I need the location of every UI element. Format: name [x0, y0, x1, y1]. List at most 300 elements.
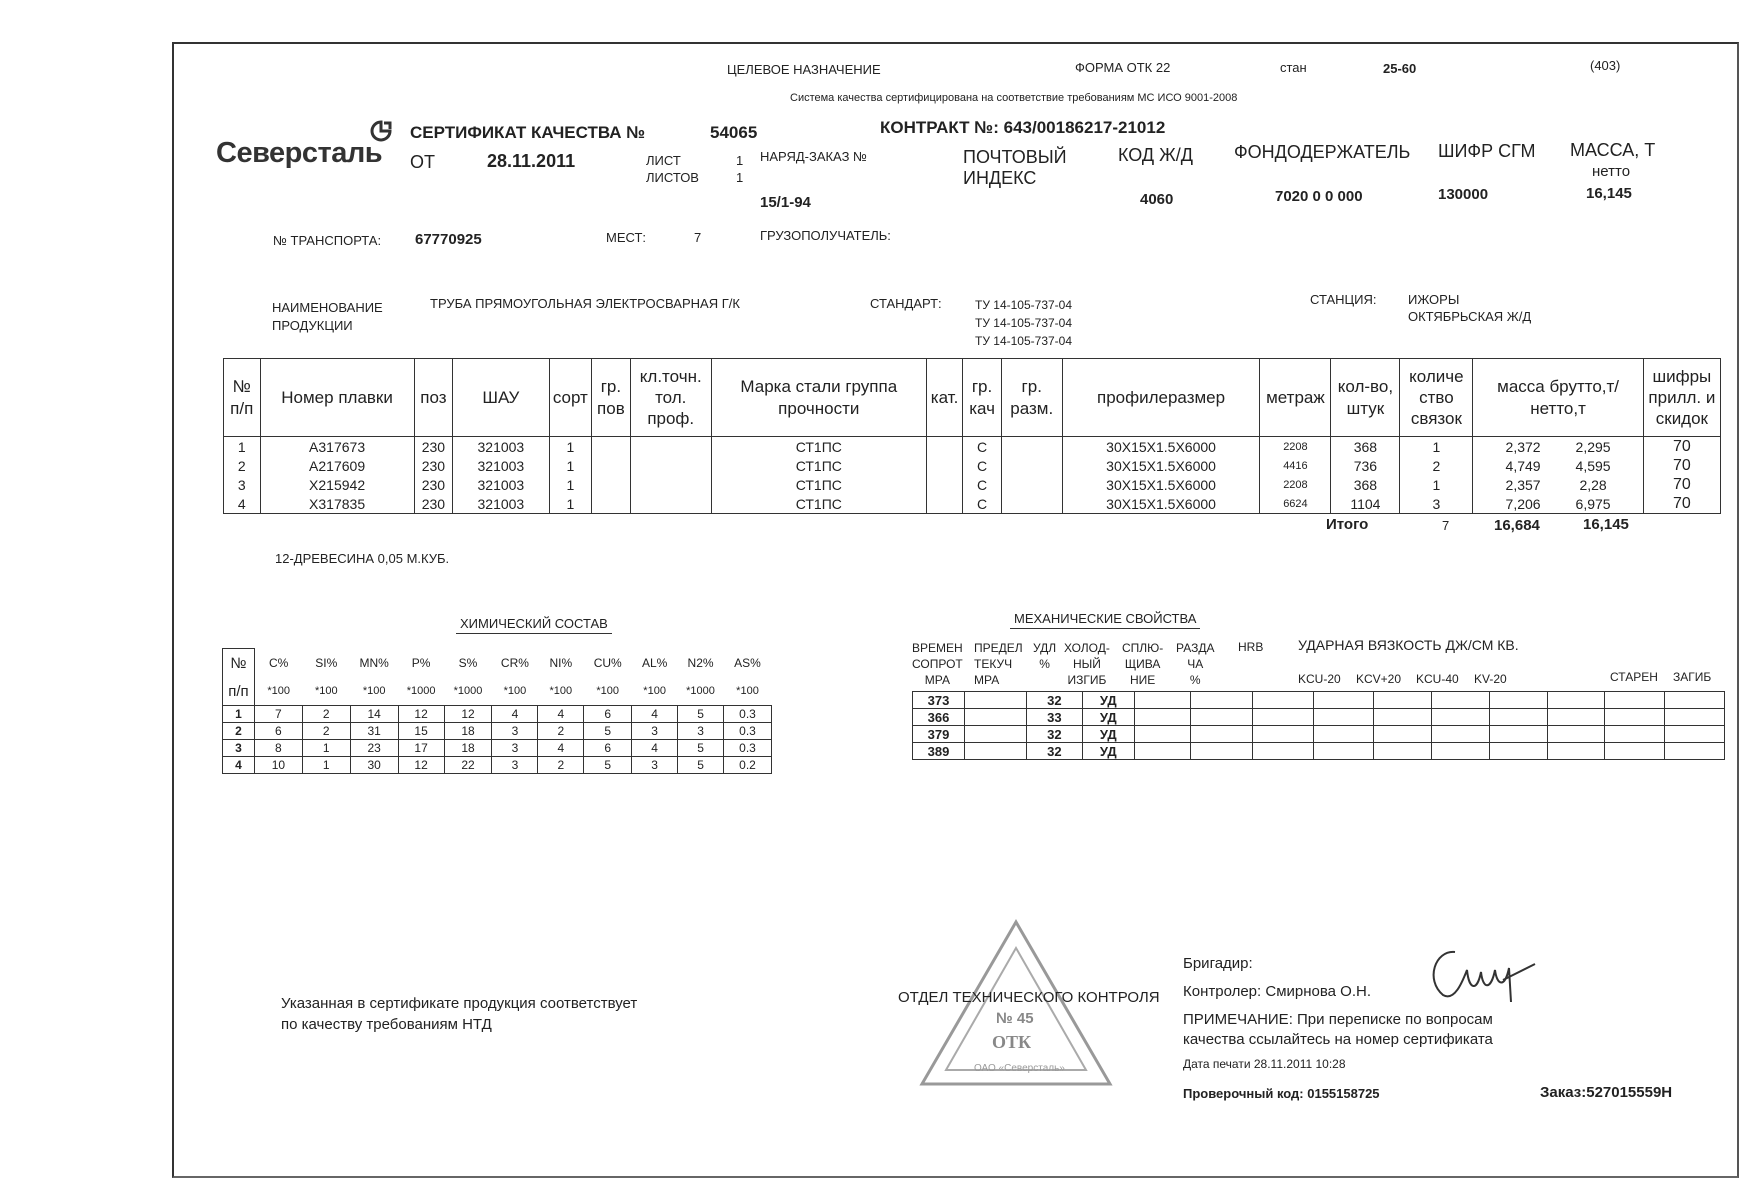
cell-pos: 230	[414, 437, 453, 457]
cert-number: 54065	[710, 123, 758, 142]
chem-cell: 12	[398, 706, 444, 723]
chem-cell: 5	[584, 757, 632, 774]
table-row	[224, 475, 1721, 494]
mech-col-line: ЧА	[1187, 657, 1204, 671]
mech-cell	[1605, 726, 1665, 743]
cell-code: 70	[1643, 437, 1720, 457]
chem-cell: 6	[584, 740, 632, 757]
wood-note: 12-ДРЕВЕСИНА 0,05 М.КУБ.	[275, 551, 450, 566]
chem-cell: 2	[538, 757, 584, 774]
standard-item: ТУ 14-105-737-04	[975, 334, 1073, 348]
cell-bundles: 2	[1400, 456, 1473, 475]
col-bundles: количе ство связок	[1400, 359, 1473, 437]
chem-cell: 5	[584, 723, 632, 740]
stamp-number: № 45	[996, 1010, 1034, 1027]
cell-gross: 2,357	[1505, 476, 1541, 493]
mech-cell	[1190, 709, 1252, 726]
cell-category	[926, 437, 963, 457]
cell-shau: 321003	[453, 494, 549, 514]
note-line-1: ПРИМЕЧАНИЕ: При переписке по вопросам	[1183, 1011, 1493, 1028]
mech-col-line: %	[1189, 673, 1201, 687]
mech-cell	[1134, 692, 1190, 709]
mech-cell	[1252, 709, 1314, 726]
chem-cell: 2	[302, 723, 350, 740]
col-no: № п/п	[224, 359, 261, 437]
holder-value: 7020 0 0 000	[1275, 188, 1363, 205]
cell-category	[926, 475, 963, 494]
mech-ts: 366	[913, 709, 965, 726]
impact-title: УДАРНАЯ ВЯЗКОСТЬ ДЖ/СМ КВ.	[1298, 637, 1519, 653]
cell-length: 2208	[1260, 475, 1331, 494]
chem-el: CR%	[500, 655, 529, 670]
chem-mult: *100	[503, 685, 527, 697]
mech-ts: 389	[913, 743, 965, 760]
mech-col-line: РАЗДА	[1176, 641, 1215, 655]
mech-col-line: НИЕ	[1130, 673, 1156, 687]
chem-mult: *100	[736, 685, 759, 697]
mech-col-line: ИЗГИБ	[1067, 673, 1107, 687]
mech-col-line: ЩИВА	[1124, 657, 1161, 671]
mech-col-line: ВРЕМЕН	[912, 641, 963, 655]
cell-size-group	[1001, 437, 1062, 457]
mech-cell	[1548, 692, 1605, 709]
mech-row	[913, 743, 1725, 760]
total-net: 16,145	[1583, 516, 1629, 533]
col-codes: шифры прилл. и скидок	[1643, 359, 1720, 437]
cell-mass	[1473, 494, 1643, 514]
mech-cell	[1314, 709, 1374, 726]
mech-col-line: %	[1039, 657, 1050, 671]
form-code: (403)	[1590, 58, 1621, 73]
product-label-2: ПРОДУКЦИИ	[272, 318, 353, 333]
mech-row	[913, 709, 1725, 726]
cell-grade: СТ1ПС	[711, 456, 926, 475]
cell-surface	[592, 437, 631, 457]
table-row	[224, 437, 1721, 457]
cell-grade: СТ1ПС	[711, 437, 926, 457]
product-label-1: НАИМЕНОВАНИЕ	[272, 300, 383, 315]
mech-col-line: СОПРОТ	[912, 657, 963, 671]
cell-precision	[630, 475, 711, 494]
cell-pos: 230	[414, 456, 453, 475]
impact-col: KV-20	[1474, 672, 1507, 686]
chem-el: AS%	[734, 655, 761, 670]
cell-shau: 321003	[453, 456, 549, 475]
mech-cell	[1664, 709, 1724, 726]
chem-cell: 17	[398, 740, 444, 757]
mech-cell	[1548, 743, 1605, 760]
total-gross: 16,684	[1494, 517, 1540, 534]
mech-col-line: НЫЙ	[1072, 657, 1101, 671]
iso-note: Система качества сертифицирована на соответствие требованиям МС ИСО 9001-2008	[790, 92, 1238, 104]
chem-el: N2%	[687, 655, 714, 670]
chem-el: NI%	[549, 655, 573, 670]
cell-precision	[630, 456, 711, 475]
col-heat: Номер плавки	[260, 359, 414, 437]
stamp-org: ОАО «Северсталь»	[974, 1063, 1065, 1074]
chem-table	[222, 648, 772, 774]
mech-cell	[1314, 692, 1374, 709]
chem-cell: 22	[444, 757, 492, 774]
chem-cell: 0.2	[724, 757, 772, 774]
stamp-otk: ОТК	[992, 1032, 1032, 1052]
mech-el: 33	[1026, 709, 1082, 726]
chem-cell: 4	[538, 740, 584, 757]
mech-hrb: HRB	[1238, 640, 1264, 654]
mech-col-expansion	[1176, 640, 1214, 688]
col-quality: гр. кач	[963, 359, 1002, 437]
mech-cell	[1490, 692, 1548, 709]
places-value: 7	[694, 230, 702, 245]
chem-cell: 5	[678, 706, 724, 723]
mech-cell	[964, 692, 1026, 709]
chem-cell: 5	[678, 740, 724, 757]
chem-title-text: ХИМИЧЕСКИЙ СОСТАВ	[456, 616, 612, 634]
mech-cell	[1190, 743, 1252, 760]
cell-code: 70	[1643, 475, 1720, 494]
chem-mult: *100	[549, 685, 573, 697]
postal-label-2: ИНДЕКС	[963, 168, 1037, 188]
mech-cell	[1252, 726, 1314, 743]
cell-profile: 30Х15Х1.5Х6000	[1062, 494, 1260, 514]
mech-cell	[1374, 709, 1432, 726]
mill-value: 25-60	[1383, 61, 1417, 76]
mech-bend: УД	[1082, 743, 1134, 760]
cell-length: 2208	[1260, 437, 1331, 457]
cell-grade: СТ1ПС	[711, 475, 926, 494]
cell-qty: 368	[1331, 475, 1400, 494]
mass-value: 16,145	[1586, 185, 1632, 202]
impact-col: KCV+20	[1356, 672, 1402, 686]
otk-department: ОТДЕЛ ТЕХНИЧЕСКОГО КОНТРОЛЯ	[898, 989, 1160, 1006]
mech-bend: УД	[1082, 726, 1134, 743]
chem-cell: 2	[223, 723, 255, 740]
station-value-2: ОКТЯБРЬСКАЯ Ж/Д	[1408, 309, 1532, 324]
cell-profile: 30Х15Х1.5Х6000	[1062, 437, 1260, 457]
controller: Контролер: Смирнова О.Н.	[1183, 983, 1371, 1000]
standard-item: ТУ 14-105-737-04	[975, 316, 1073, 330]
col-mass: масса брутто,т/нетто,т	[1473, 359, 1643, 437]
cell-shau: 321003	[453, 475, 549, 494]
chem-cell: 3	[678, 723, 724, 740]
chem-mult: *100	[362, 685, 386, 697]
cell-gross: 4,749	[1505, 457, 1541, 474]
cell-size-group	[1001, 475, 1062, 494]
mech-el: 32	[1026, 726, 1082, 743]
rail-code-value: 4060	[1140, 191, 1174, 208]
conformity-line-1: Указанная в сертификате продукция соответствует	[281, 995, 638, 1012]
col-sort: сорт	[549, 359, 592, 437]
cell-size-group	[1001, 456, 1062, 475]
product-value: ТРУБА ПРЯМОУГОЛЬНАЯ ЭЛЕКТРОСВАРНАЯ Г/К	[430, 296, 740, 311]
cell-surface	[592, 494, 631, 514]
mech-col-line: МРА	[974, 673, 1000, 687]
cell-grade: СТ1ПС	[711, 494, 926, 514]
check-code: Проверочный код: 0155158725	[1183, 1086, 1380, 1101]
cell-length: 6624	[1260, 494, 1331, 514]
chem-header-multipliers	[223, 677, 772, 706]
cell-code: 70	[1643, 456, 1720, 475]
note-line-2: качества ссылайтесь на номер сертификата	[1183, 1031, 1493, 1048]
mech-cell	[1664, 743, 1724, 760]
mech-col-line: МРА	[924, 673, 950, 687]
product-table	[223, 358, 1721, 514]
mech-cell	[964, 726, 1026, 743]
sgm-value: 130000	[1438, 186, 1489, 203]
cell-precision	[630, 437, 711, 457]
cell-pos: 230	[414, 494, 453, 514]
cell-sort: 1	[549, 494, 592, 514]
postal-label-1: ПОЧТОВЫЙ	[963, 147, 1067, 167]
mech-cell	[1252, 743, 1314, 760]
bend-col: ЗАГИБ	[1673, 670, 1712, 684]
mech-cell	[1374, 692, 1432, 709]
mech-col-line: ТЕКУЧ	[974, 657, 1013, 671]
brigadier: Бригадир:	[1183, 955, 1253, 972]
mass-label-1: МАССА, Т	[1570, 140, 1656, 160]
cell-net: 2,295	[1575, 438, 1611, 455]
cell-profile: 30Х15Х1.5Х6000	[1062, 456, 1260, 475]
mech-title	[1010, 611, 1200, 626]
purpose-label: ЦЕЛЕВОЕ НАЗНАЧЕНИЕ	[727, 62, 881, 77]
controller-signature	[1415, 940, 1545, 1015]
cell-net: 2,28	[1579, 476, 1607, 493]
chem-cell: 3	[492, 757, 538, 774]
mech-cell	[964, 709, 1026, 726]
cell-quality: С	[963, 475, 1002, 494]
mech-cell	[1374, 743, 1432, 760]
chem-row	[223, 723, 772, 740]
cell-category	[926, 456, 963, 475]
chem-no: №	[223, 649, 255, 678]
chem-cell: 1	[223, 706, 255, 723]
print-date: Дата печати 28.11.2011 10:28	[1183, 1057, 1346, 1071]
cell-gross: 2,372	[1505, 438, 1541, 455]
cell-heat: А217609	[260, 456, 414, 475]
impact-col: KCU-20	[1298, 672, 1341, 686]
cell-bundles: 1	[1400, 437, 1473, 457]
chem-cell: 23	[350, 740, 398, 757]
chem-cell: 4	[223, 757, 255, 774]
cell-surface	[592, 456, 631, 475]
chem-el: AL%	[641, 655, 668, 670]
mech-cell	[1664, 692, 1724, 709]
mech-cell	[1314, 726, 1374, 743]
chem-mult: *100	[643, 685, 666, 697]
chem-cell: 4	[538, 706, 584, 723]
cell-no: 2	[224, 456, 261, 475]
chem-cell: 6	[254, 723, 302, 740]
chem-cell: 5	[678, 757, 724, 774]
mech-cell	[1490, 709, 1548, 726]
table-row	[224, 494, 1721, 514]
col-profile: профилеразмер	[1062, 359, 1260, 437]
mech-cell	[1314, 743, 1374, 760]
station-value-1: ИЖОРЫ	[1408, 292, 1460, 307]
cell-mass	[1473, 437, 1643, 457]
cell-no: 4	[224, 494, 261, 514]
mech-cell	[1134, 709, 1190, 726]
cell-net: 4,595	[1575, 457, 1611, 474]
chem-cell: 18	[444, 723, 492, 740]
order-label: НАРЯД-ЗАКАЗ №	[760, 149, 867, 164]
chem-title	[456, 616, 612, 631]
mech-col-line: ХОЛОД-	[1064, 641, 1110, 655]
chem-cell: 2	[538, 723, 584, 740]
chem-el: С%	[268, 655, 289, 670]
chem-cell: 3	[632, 723, 678, 740]
sheet-value: 1	[736, 153, 744, 168]
mech-cell	[1490, 743, 1548, 760]
mech-cell	[964, 743, 1026, 760]
standard-label: СТАНДАРТ:	[870, 296, 942, 311]
cell-length: 4416	[1260, 456, 1331, 475]
mech-cell	[1134, 743, 1190, 760]
cell-bundles: 3	[1400, 494, 1473, 514]
chem-cell: 0.3	[724, 740, 772, 757]
chem-cell: 18	[444, 740, 492, 757]
chem-row	[223, 740, 772, 757]
chem-cell: 3	[492, 740, 538, 757]
impact-col: KCU-40	[1416, 672, 1459, 686]
from-label: ОТ	[410, 152, 435, 172]
otk-stamp	[918, 918, 1114, 1095]
col-surface: гр. пов	[592, 359, 631, 437]
chem-row	[223, 757, 772, 774]
col-qty: кол-во, штук	[1331, 359, 1400, 437]
mech-cell	[1548, 709, 1605, 726]
sgm-label: ШИФР СГМ	[1438, 141, 1536, 161]
standards-list	[975, 296, 1072, 350]
chem-pp: п/п	[223, 677, 255, 706]
cell-profile: 30Х15Х1.5Х6000	[1062, 475, 1260, 494]
cell-net: 6,975	[1575, 495, 1611, 512]
mech-ts: 373	[913, 692, 965, 709]
chem-el: MN%	[359, 655, 389, 670]
mech-cell	[1134, 726, 1190, 743]
mech-col-line: ПРЕДЕЛ	[974, 641, 1023, 655]
cell-quality: С	[963, 456, 1002, 475]
cell-qty: 1104	[1331, 494, 1400, 514]
mech-cell	[1605, 709, 1665, 726]
chem-el: SI%	[315, 655, 338, 670]
col-shau: ШАУ	[453, 359, 549, 437]
chem-cell: 31	[350, 723, 398, 740]
cell-qty: 736	[1331, 456, 1400, 475]
chem-cell: 4	[492, 706, 538, 723]
station-label: СТАНЦИЯ:	[1310, 292, 1377, 307]
chem-cell: 7	[254, 706, 302, 723]
mech-cell	[1605, 692, 1665, 709]
chem-el: S%	[458, 655, 478, 670]
mech-col-elongation	[1033, 640, 1056, 672]
mech-row	[913, 726, 1725, 743]
places-label: МЕСТ:	[606, 230, 647, 245]
cell-category	[926, 494, 963, 514]
mech-cell	[1190, 726, 1252, 743]
mech-cell	[1432, 726, 1490, 743]
cell-pos: 230	[414, 475, 453, 494]
chem-cell: 12	[398, 757, 444, 774]
mech-cell	[1432, 709, 1490, 726]
form-label: ФОРМА ОТК 22	[1075, 60, 1171, 75]
cell-bundles: 1	[1400, 475, 1473, 494]
chem-cell: 0.3	[724, 706, 772, 723]
chem-mult: *1000	[686, 685, 715, 697]
chem-cell: 2	[302, 706, 350, 723]
col-length: метраж	[1260, 359, 1331, 437]
mech-cell	[1190, 692, 1252, 709]
mill-label: стан	[1280, 60, 1307, 75]
col-pos: поз	[414, 359, 453, 437]
mech-table	[912, 691, 1725, 760]
cell-size-group	[1001, 494, 1062, 514]
chem-cell: 15	[398, 723, 444, 740]
cell-sort: 1	[549, 475, 592, 494]
mech-el: 32	[1026, 743, 1082, 760]
col-category: кат.	[926, 359, 963, 437]
mech-col-tensile	[912, 640, 963, 688]
cell-shau: 321003	[453, 437, 549, 457]
mech-bend: УД	[1082, 692, 1134, 709]
aging-col: СТАРЕН	[1610, 670, 1658, 684]
chem-cell: 3	[223, 740, 255, 757]
rail-code-label: КОД Ж/Д	[1118, 145, 1193, 165]
sheet-label: ЛИСТ	[646, 153, 681, 168]
cell-mass	[1473, 475, 1643, 494]
total-label: Итого	[1326, 516, 1369, 533]
chem-cell: 10	[254, 757, 302, 774]
cert-title: СЕРТИФИКАТ КАЧЕСТВА №	[410, 123, 646, 142]
holder-label: ФОНДОДЕРЖАТЕЛЬ	[1234, 142, 1411, 162]
chem-mult: *100	[596, 685, 620, 697]
cell-qty: 368	[1331, 437, 1400, 457]
cell-precision	[630, 494, 711, 514]
chem-cell: 12	[444, 706, 492, 723]
chem-mult: *1000	[453, 685, 483, 697]
chem-cell: 14	[350, 706, 398, 723]
chem-mult: *100	[267, 685, 290, 697]
transport-label: № ТРАНСПОРТА:	[273, 233, 382, 248]
standard-item: ТУ 14-105-737-04	[975, 298, 1073, 312]
mech-cell	[1432, 743, 1490, 760]
cell-no: 3	[224, 475, 261, 494]
mech-col-yield	[974, 640, 1023, 688]
consignee-label: ГРУЗОПОЛУЧАТЕЛЬ:	[760, 228, 891, 243]
product-table-header	[224, 359, 1721, 437]
cert-date: 28.11.2011	[487, 151, 576, 171]
transport-value: 67770925	[415, 231, 482, 248]
cell-mass	[1473, 456, 1643, 475]
chem-cell: 30	[350, 757, 398, 774]
cell-heat: А317673	[260, 437, 414, 457]
order-value: 15/1-94	[760, 194, 811, 211]
total-bundles: 7	[1442, 518, 1450, 533]
cell-sort: 1	[549, 437, 592, 457]
col-size-group: гр. разм.	[1001, 359, 1062, 437]
sheets-value: 1	[736, 170, 744, 185]
table-row	[224, 456, 1721, 475]
cell-quality: С	[963, 437, 1002, 457]
mech-col-line: СПЛЮ-	[1122, 641, 1164, 655]
mech-cell	[1664, 726, 1724, 743]
sheets-label: ЛИСТОВ	[646, 170, 699, 185]
mech-cell	[1605, 743, 1665, 760]
cell-sort: 1	[549, 456, 592, 475]
chem-cell: 1	[302, 757, 350, 774]
cell-quality: С	[963, 494, 1002, 514]
chem-cell: 6	[584, 706, 632, 723]
